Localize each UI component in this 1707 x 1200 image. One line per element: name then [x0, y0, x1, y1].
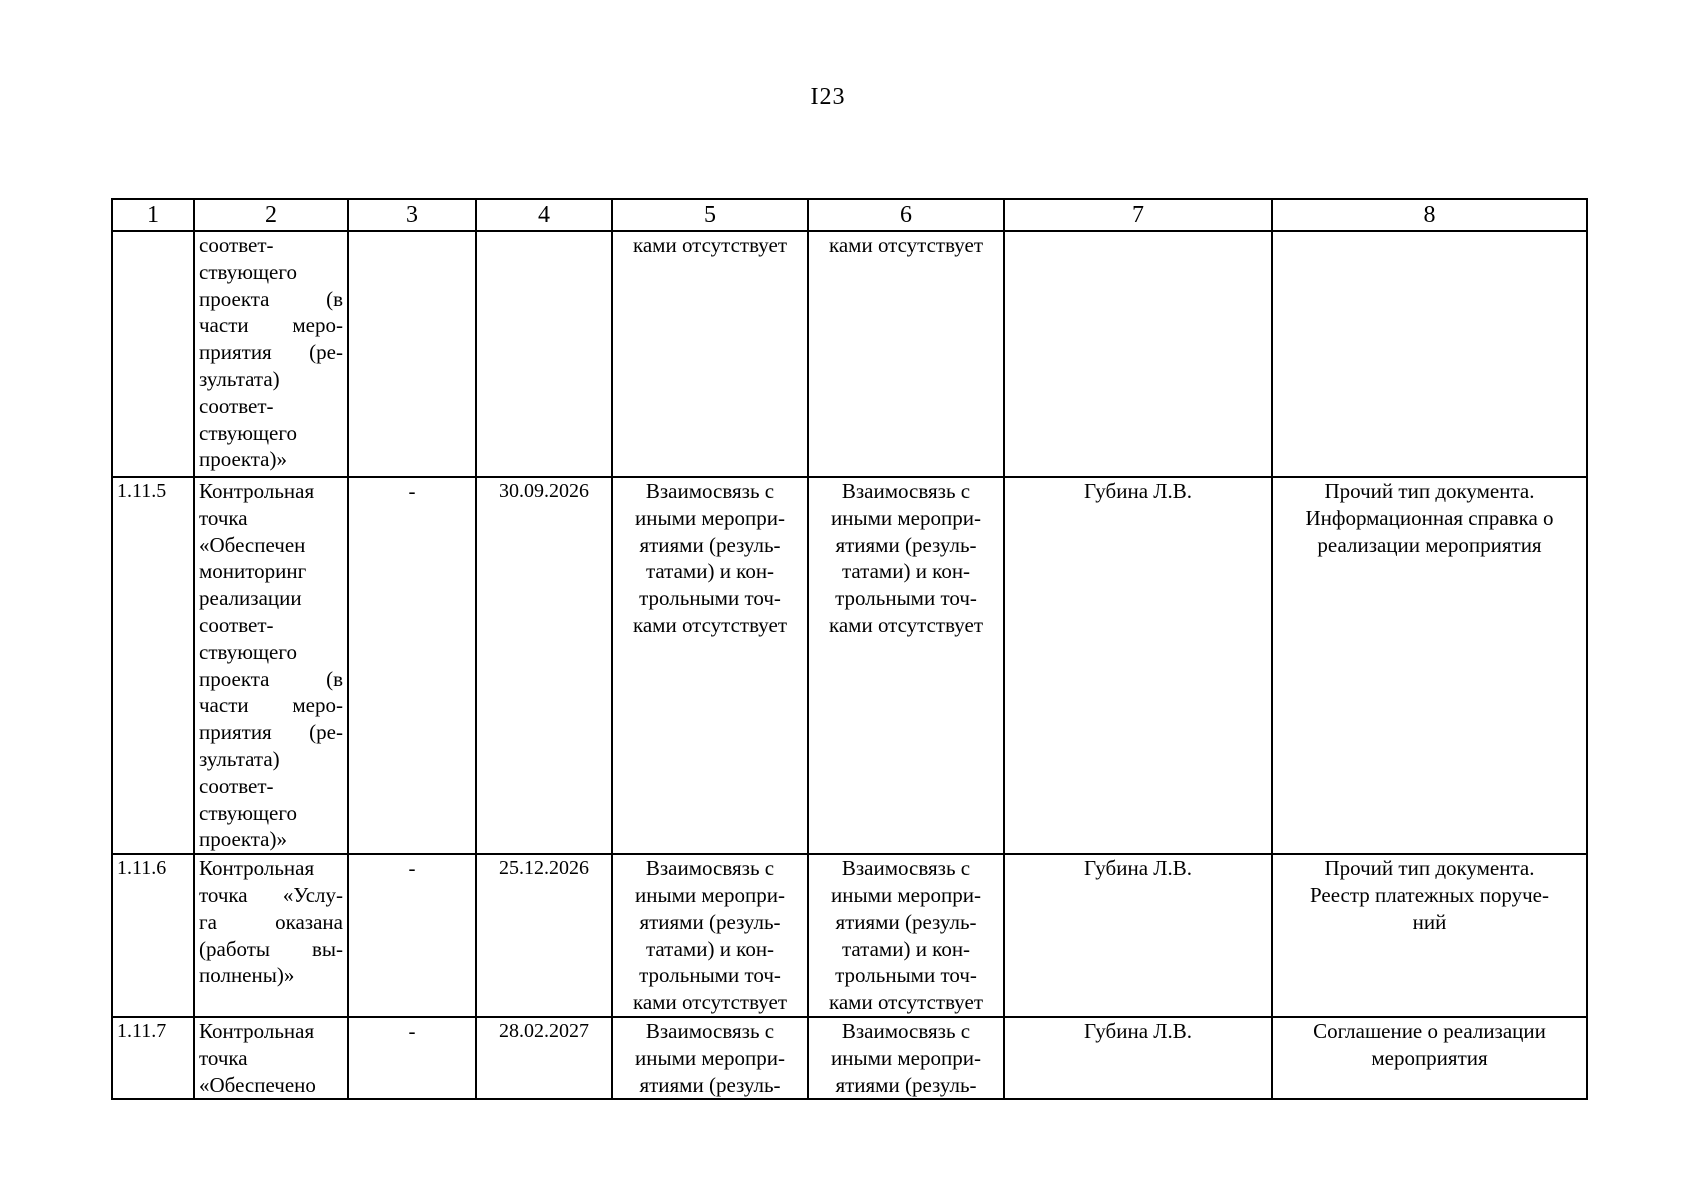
text-line: Контрольная: [199, 856, 315, 881]
text-line: ками отсутствует: [632, 990, 788, 1015]
text-line: ствующего: [199, 420, 297, 445]
text-line: ствующего: [199, 800, 297, 825]
text-line: Информационная справка о: [1305, 505, 1554, 530]
deadline-date-cell: 30.09.2026: [476, 477, 612, 854]
text-line: соответ-: [199, 233, 274, 257]
text-line: Взаимосвязь с: [645, 1018, 775, 1043]
column-number-row: [112, 199, 1587, 231]
text-line: ятиями (резуль-: [639, 1072, 781, 1097]
text-line: Контрольная: [199, 479, 315, 503]
text-line: проекта)»: [199, 447, 287, 472]
text-line: ками отсутствует: [632, 612, 788, 637]
text-line: татами) и кон-: [645, 936, 775, 961]
document-type-cell: [1272, 477, 1587, 854]
document-type-cell: [1272, 854, 1587, 1017]
text-line: «Обеспечено: [199, 1072, 316, 1097]
responsible-cell: Губина Л.В.: [1004, 477, 1272, 854]
text-line: ствующего: [199, 639, 297, 664]
text-line: ками отсутствует: [828, 233, 984, 257]
column-header: 5: [612, 199, 808, 231]
text-line: части меро-: [199, 693, 343, 718]
relation-cell: [612, 477, 808, 854]
text-line: Взаимосвязь с: [841, 479, 971, 503]
relation-cell: [612, 1017, 808, 1099]
text-line: соответ-: [199, 393, 274, 418]
column-header: 3: [348, 199, 476, 231]
table-row: [112, 1017, 1587, 1099]
text-line: трольными точ-: [835, 586, 977, 611]
text-line: приятия (ре-: [199, 340, 343, 365]
text-line: ятиями (резуль-: [835, 1072, 977, 1097]
item-number-cell: 1.11.5: [112, 477, 194, 854]
text-line: Взаимосвязь с: [645, 479, 775, 503]
column-header: 6: [808, 199, 1004, 231]
text-line: иными меропри-: [635, 882, 785, 907]
text-line: иными меропри-: [635, 1045, 785, 1070]
text-line: Прочий тип документа.: [1324, 479, 1535, 503]
predecessor-cell: -: [348, 1017, 476, 1099]
text-line: соответ-: [199, 612, 274, 637]
text-line: Взаимосвязь с: [645, 856, 775, 881]
text-line: (работы вы-: [199, 936, 343, 961]
text-line: трольными точ-: [639, 586, 781, 611]
text-line: «Обеспечен: [199, 532, 306, 557]
text-line: Реестр платежных поруче-: [1309, 882, 1549, 907]
text-line: части меро-: [199, 313, 343, 338]
text-line: иными меропри-: [635, 505, 785, 530]
deadline-date-cell: 25.12.2026: [476, 854, 612, 1017]
text-line: проекта (в: [199, 286, 343, 311]
event-name-cell: [194, 477, 348, 854]
relation-cell: [808, 854, 1004, 1017]
responsible-cell: Губина Л.В.: [1004, 854, 1272, 1017]
text-line: зультата): [199, 746, 280, 771]
relation-cell: [808, 1017, 1004, 1099]
text-line: Контрольная: [199, 1018, 315, 1043]
text-line: Взаимосвязь с: [841, 856, 971, 881]
text-line: соответ-: [199, 773, 274, 798]
column-header: 8: [1272, 199, 1587, 231]
text-line: точка: [199, 1045, 248, 1070]
predecessor-cell: -: [348, 854, 476, 1017]
text-line: точка: [199, 505, 248, 530]
deadline-date-cell: 28.02.2027: [476, 1017, 612, 1099]
text-line: мониторинг: [199, 559, 307, 584]
text-line: ятиями (резуль-: [835, 532, 977, 557]
text-line: ствующего: [199, 259, 297, 284]
text-line: мероприятия: [1371, 1045, 1488, 1070]
text-line: ками отсутствует: [828, 612, 984, 637]
events-table: [111, 198, 1588, 1100]
table-row: [112, 477, 1587, 854]
relation-cell: [612, 231, 808, 477]
text-line: ятиями (резуль-: [835, 909, 977, 934]
text-line: точка «Услу-: [199, 882, 343, 907]
text-line: зультата): [199, 366, 280, 391]
item-number-cell: 1.11.6: [112, 854, 194, 1017]
text-line: ками отсутствует: [632, 233, 788, 257]
document-type-cell: [1272, 231, 1587, 477]
text-line: иными меропри-: [831, 882, 981, 907]
table-row: [112, 854, 1587, 1017]
item-number-cell: [112, 231, 194, 477]
item-number-cell: 1.11.7: [112, 1017, 194, 1099]
text-line: иными меропри-: [831, 505, 981, 530]
text-line: га оказана: [199, 909, 343, 934]
responsible-cell: [1004, 231, 1272, 477]
text-line: ний: [1412, 909, 1447, 934]
table-row: [112, 231, 1587, 477]
text-line: приятия (ре-: [199, 720, 343, 745]
column-header: 1: [112, 199, 194, 231]
deadline-date-cell: [476, 231, 612, 477]
event-name-cell: [194, 231, 348, 477]
text-line: татами) и кон-: [645, 559, 775, 584]
text-line: Соглашение о реализации: [1313, 1018, 1546, 1043]
page-number: I23: [810, 84, 846, 110]
predecessor-cell: -: [348, 477, 476, 854]
text-line: ятиями (резуль-: [639, 532, 781, 557]
text-line: полнены)»: [199, 963, 295, 988]
text-line: проекта)»: [199, 827, 287, 852]
relation-cell: [612, 854, 808, 1017]
column-header: 4: [476, 199, 612, 231]
column-header: 2: [194, 199, 348, 231]
text-line: ятиями (резуль-: [639, 909, 781, 934]
text-line: татами) и кон-: [841, 936, 971, 961]
text-line: Взаимосвязь с: [841, 1018, 971, 1043]
text-line: трольными точ-: [835, 963, 977, 988]
text-line: реализации: [199, 586, 302, 611]
column-header: 7: [1004, 199, 1272, 231]
text-line: трольными точ-: [639, 963, 781, 988]
text-line: ками отсутствует: [828, 990, 984, 1015]
event-name-cell: [194, 854, 348, 1017]
event-name-cell: [194, 1017, 348, 1099]
responsible-cell: Губина Л.В.: [1004, 1017, 1272, 1099]
relation-cell: [808, 231, 1004, 477]
text-line: Прочий тип документа.: [1324, 856, 1535, 881]
text-line: проекта (в: [199, 666, 343, 691]
text-line: татами) и кон-: [841, 559, 971, 584]
predecessor-cell: [348, 231, 476, 477]
text-line: реализации мероприятия: [1317, 532, 1542, 557]
document-type-cell: [1272, 1017, 1587, 1099]
relation-cell: [808, 477, 1004, 854]
text-line: иными меропри-: [831, 1045, 981, 1070]
